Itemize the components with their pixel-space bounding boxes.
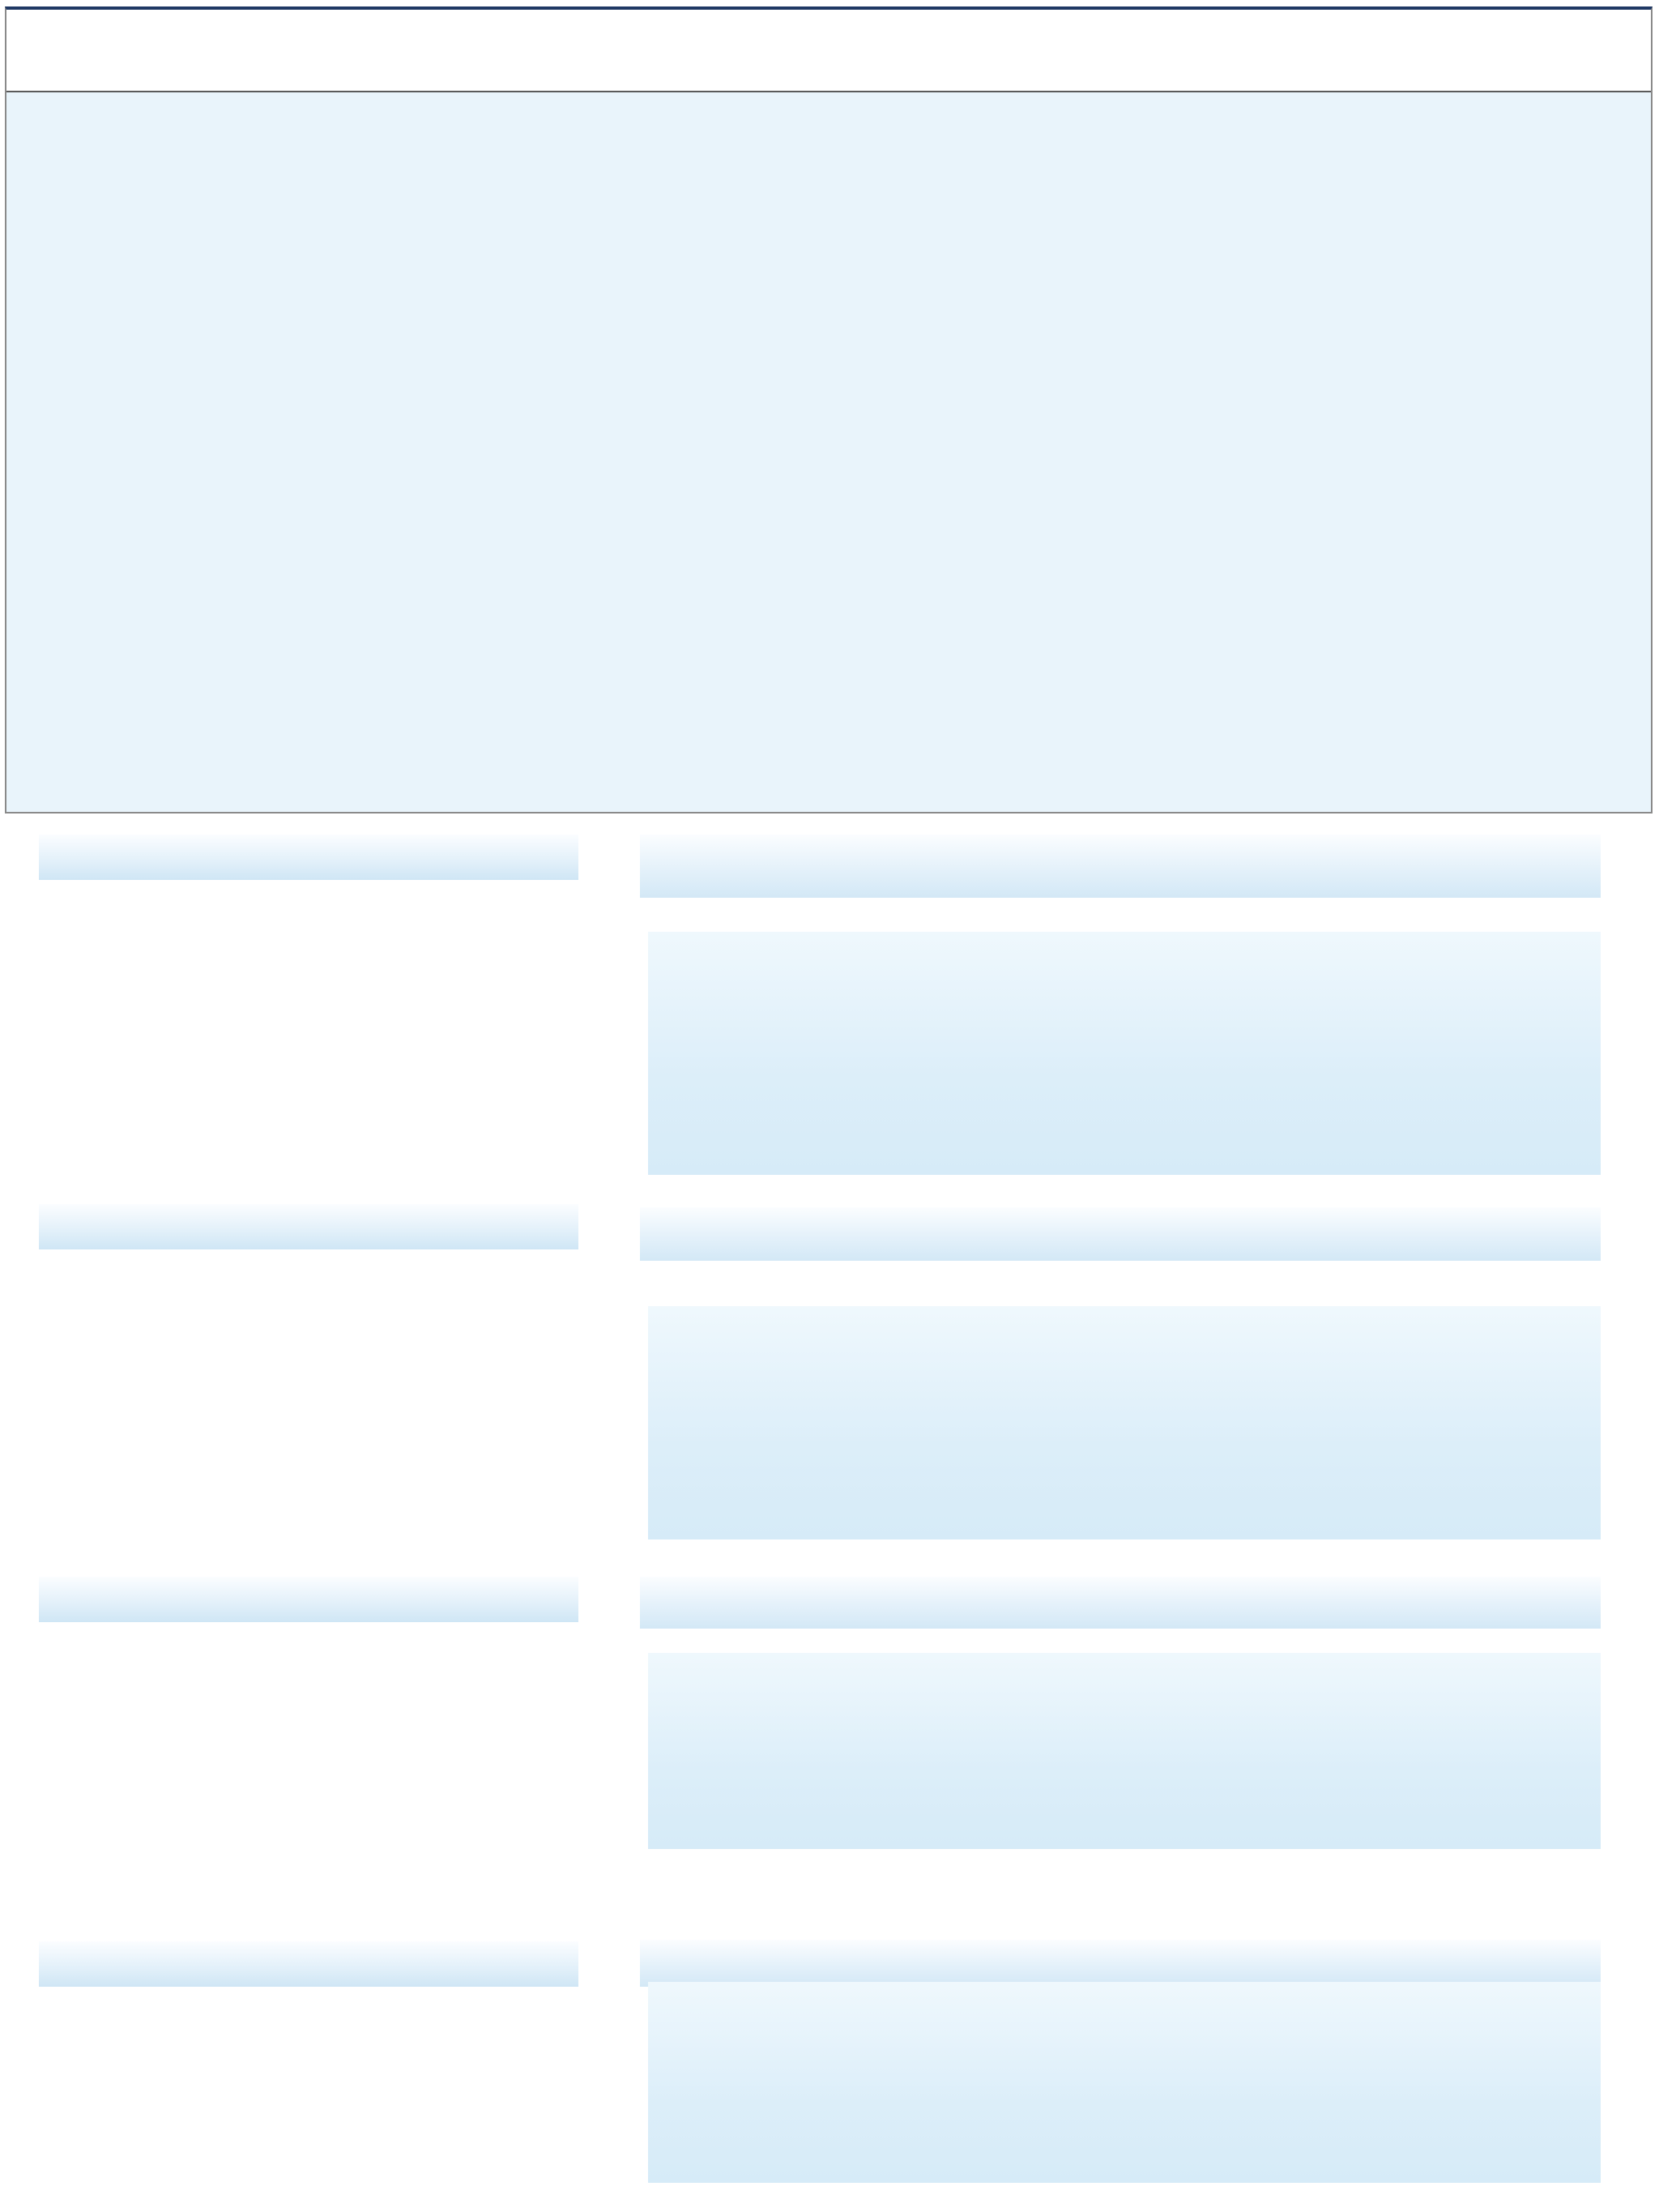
right-section-title-4 [640, 1940, 1601, 1987]
right-section-body-1 [648, 932, 1601, 1175]
figure-brane-localization [41, 896, 616, 1220]
right-section-body-2 [648, 1306, 1601, 1539]
poster-title [6, 10, 1651, 92]
intro-block [6, 92, 1651, 812]
figure-protoplanetary-disk [41, 1984, 616, 2209]
right-section-title-1 [640, 835, 1601, 898]
right-section-body-3 [648, 1653, 1601, 1849]
header-box [5, 6, 1653, 813]
right-section-title-2 [640, 1207, 1601, 1261]
figure-gravitational-wave-panels [36, 1640, 616, 1938]
figure-fr-coefficients [109, 1249, 571, 1567]
right-section-title-3 [640, 1577, 1601, 1629]
left-section-header-4 [39, 1941, 578, 1987]
left-section-header-3 [39, 1577, 578, 1622]
left-section-header-1 [39, 835, 578, 880]
right-section-body-4 [648, 1982, 1601, 2183]
